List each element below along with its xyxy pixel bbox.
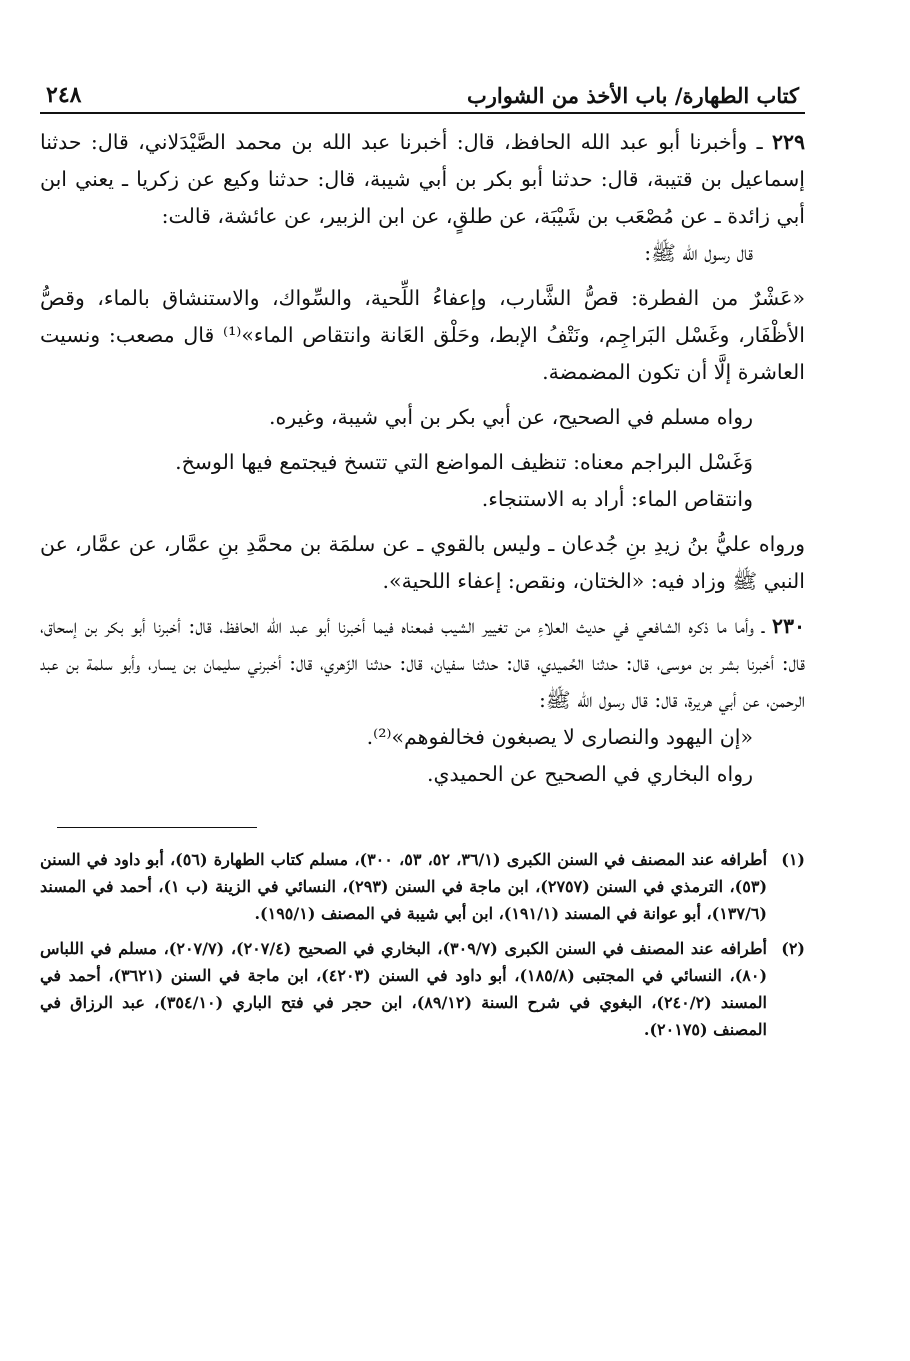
running-header (40, 70, 805, 114)
hadith-quote: «إن اليهود والنصارى لا يصبغون فخالفوهم»⁽²⁾. (366, 725, 753, 749)
footnotes (40, 846, 805, 1043)
footnote-divider (57, 827, 257, 828)
prophet-said-line: قال رسول الله ﷺ: (644, 241, 753, 265)
explanation-note: وانتقاص الماء: أراد به الاستنجاء. (481, 487, 753, 511)
footnote-number: (١) (781, 850, 805, 869)
book-page (40, 70, 805, 1051)
narration-note: رواه البخاري في الصحيح عن الحميدي. (427, 762, 753, 786)
narration-note: ورواه عليُّ بنُ زيدِ بنِ جُدعان ـ وليس بالقوي ـ عن سلمَة بن محمَّدِ بنِ عمَّار، عن عمَّار، عن النبي ﷺ وزاد فيه: «الختان، ونقص: إعفاء اللحية». (40, 532, 805, 593)
explanation-note: وَغَسْل البراجم معناه: تنظيف المواضع التي تتسخ فيجتمع فيها الوسخ. (175, 450, 753, 474)
footnote-item (40, 846, 805, 927)
footnote-item (40, 935, 805, 1043)
footnote-number: (٢) (781, 939, 805, 958)
hadith-number: ٢٣٠ (771, 614, 805, 638)
hadith-229 (40, 124, 805, 235)
chapter-title: كتاب الطهارة/ باب الأخذ من الشوارب (466, 83, 799, 108)
hadith-number: ٢٢٩ (771, 130, 805, 154)
narration-note: رواه مسلم في الصحيح، عن أبي بكر بن أبي شيبة، وغيره. (269, 405, 753, 429)
footnote-text: أطرافه عند المصنف في السنن الكبرى (٣٦/١، ٥٢، ٥٣، ٣٠٠)، مسلم كتاب الطهارة (٥٦)، أبو داود في السنن (٥٣)، الترمذي في السنن (٢٧٥٧)، ابن ماجة في السنن (٢٩٣)، النسائي في الزينة (ب ١)، أحمد في المسند (١٣٧/٦)، أبو عوانة في المسند (١٩١/١)، ابن أبي شيبة في المصنف (١٩٥/١). (40, 850, 768, 923)
hadith-text: ـ وأخبرنا أبو عبد الله الحافظ، قال: أخبرنا عبد الله بن محمد الصَّيْدَلاني، قال: حدثنا إسماعيل بن قتيبة، قال: حدثنا أبو بكر بن أبي شيبة، قال: حدثنا وكيع عن زكريا ـ يعني ابن أبي زائدة ـ عن مُصْعَب بن شَيْبَة، عن طلقٍ، عن ابن الزبير، عن عائشة، قالت: (40, 130, 805, 228)
footnote-text: أطرافه عند المصنف في السنن الكبرى (٣٠٩/٧)، البخاري في الصحيح (٢٠٧/٤)، (٢٠٧/٧)، مسلم في اللباس (٨٠)، النسائي في المجتبى (١٨٥/٨)، أبو داود في السنن (٤٢٠٣)، ابن ماجة في السنن (٣٦٢١)، أحمد في المسند (٢٤٠/٢)، البغوي في شرح السنة (٨٩/١٢)، ابن حجر في فتح الباري (٣٥٤/١٠)، عبد الرزاق في المصنف (٢٠١٧٥). (40, 939, 768, 1039)
hadith-quote: «عَشْرٌ من الفطرة: قصُّ الشَّارب، وإعفاءُ اللِّحية، والسِّواك، والاستنشاق بالماء، وقصُّ الأظْفَار، وغَسْل البَراجِم، ونَتْفُ الإبط، وحَلْق العَانة وانتقاص الماء»⁽¹⁾ قال مصعب: ونسيت العاشرة إلَّا أن تكون المضمضة. (40, 286, 805, 384)
page-number: ٢٤٨ (46, 82, 82, 108)
hadith-text: ـ وأما ما ذكره الشافعي في حديث العلاءِ من تغيير الشيب فمعناه فيما أخبرنا أبو عبد الله الحافظ، قال: أخبرنا أبو بكر بن إسحاق، قال: أخبرنا بشر بن موسى، قال: حدثنا الحُميدي، قال: حدثنا سفيان، قال: حدثنا الزّهري، قال: أخبرني سليمان بن يسار، وأبو سلمة بن عبد الرحمن، عن أبي هريرة، قال: قال رسول الله ﷺ: (40, 614, 805, 712)
hadith-230 (40, 608, 805, 719)
main-text (40, 124, 805, 793)
